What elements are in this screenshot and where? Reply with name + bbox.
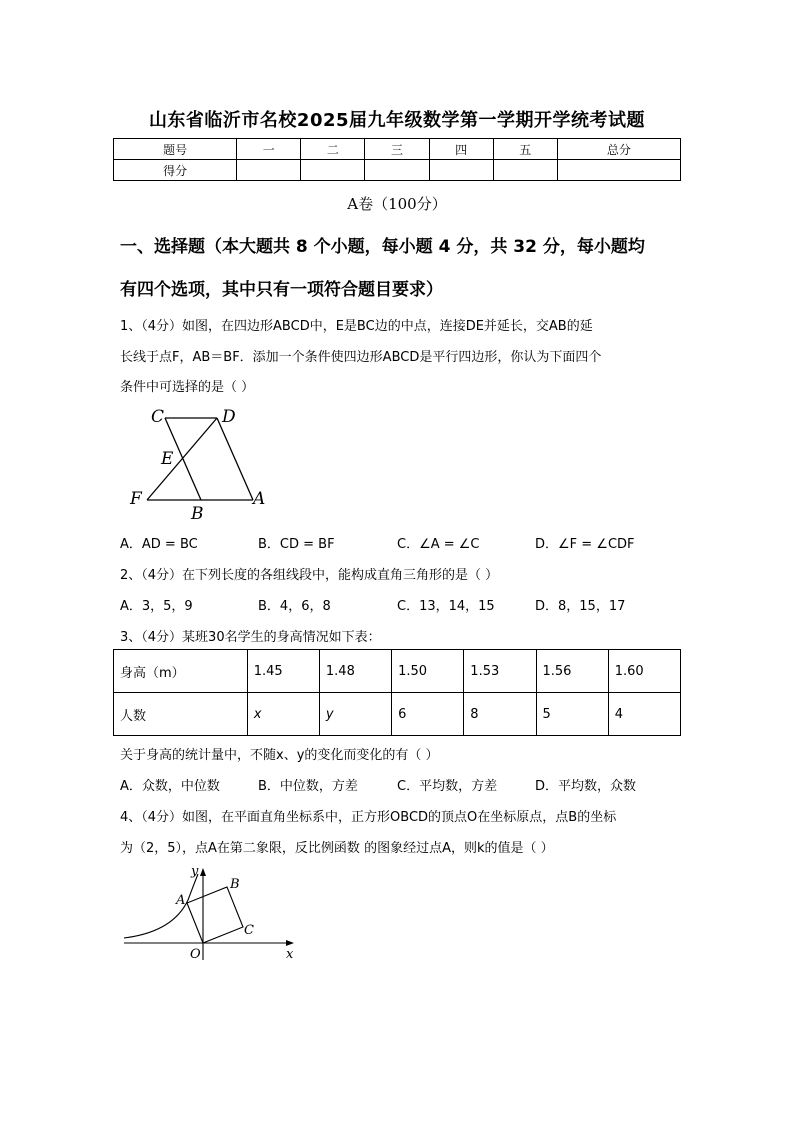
q2-option-b: B．4，6，8 xyxy=(258,599,331,614)
q2-option-a: A．3，5，9 xyxy=(120,599,193,614)
q3-cell: 1.56 xyxy=(536,650,608,693)
q3-cell: 1.48 xyxy=(319,650,391,693)
score-header-cell: 题号 xyxy=(114,139,237,160)
score-header-cell: 四 xyxy=(429,139,493,160)
q1-figure xyxy=(125,400,275,525)
q3-table-row-count xyxy=(114,693,681,736)
q4-y-arrow xyxy=(200,868,206,876)
q4-label-c: C xyxy=(244,923,254,938)
q1-text-line2: 长线于点F，AB＝BF．添加一个条件使四边形ABCD是平行四边形，你认为下面四个 xyxy=(120,350,602,365)
q3-cell: 1.53 xyxy=(464,650,536,693)
q1-label-c: C xyxy=(151,407,165,427)
q4-text-line2: 为（2，5），点A在第二象限，反比例函数 的图象经过点A，则k的值是（ ） xyxy=(120,841,554,856)
q3-option-a: A．众数，中位数 xyxy=(120,779,220,794)
q1-label-d: D xyxy=(222,407,236,427)
score-header-cell: 总分 xyxy=(557,139,680,160)
q3-cell: 6 xyxy=(392,693,464,736)
q3-cell: 身高（m） xyxy=(114,650,248,693)
score-header-cell: 二 xyxy=(301,139,365,160)
q3-cell: 1.60 xyxy=(608,650,680,693)
q1-label-b: B xyxy=(191,504,204,524)
q3-cell: 8 xyxy=(464,693,536,736)
q1-label-e: E xyxy=(161,449,174,469)
score-cell xyxy=(365,160,429,181)
q3-text2: 关于身高的统计量中，不随x、y的变化而变化的有（ ） xyxy=(120,748,439,763)
q1-text-line3: 条件中可选择的是（ ） xyxy=(120,380,255,395)
q2-text: 2、（4分）在下列长度的各组线段中，能构成直角三角形的是（ ） xyxy=(120,568,499,583)
exam-title: 山东省临沂市名校2025届九年级数学第一学期开学统考试题 xyxy=(148,110,646,131)
q2-option-d: D．8，15，17 xyxy=(535,599,626,614)
score-cell xyxy=(301,160,365,181)
q3-cell-x: x xyxy=(247,693,319,736)
score-header-cell: 五 xyxy=(493,139,557,160)
q4-label-b: B xyxy=(230,877,240,892)
score-table xyxy=(113,138,681,181)
q3-cell: 人数 xyxy=(114,693,248,736)
q3-option-b: B．中位数，方差 xyxy=(258,779,358,794)
q1-option-a: A．AD = BC xyxy=(120,537,198,552)
q3-option-d: D．平均数，众数 xyxy=(535,779,637,794)
q4-text-line1: 4、（4分）如图，在平面直角坐标系中，正方形OBCD的顶点O在坐标原点，点B的坐标 xyxy=(120,810,617,825)
score-cell xyxy=(237,160,301,181)
score-cell xyxy=(429,160,493,181)
q3-table-row-height xyxy=(114,650,681,693)
q3-cell: 1.50 xyxy=(392,650,464,693)
q4-label-a: A xyxy=(176,893,186,908)
section1-heading-line1: 一、选择题（本大题共 8 个小题，每小题 4 分，共 32 分，每小题均 xyxy=(120,237,645,257)
q3-height-table xyxy=(113,649,681,736)
q3-cell: 1.45 xyxy=(247,650,319,693)
q1-label-f: F xyxy=(130,489,142,509)
q1-seg-da xyxy=(217,418,253,500)
q3-cell: 5 xyxy=(536,693,608,736)
q1-option-b: B．CD = BF xyxy=(258,537,335,552)
q4-square xyxy=(187,887,243,943)
q3-option-c: C．平均数，方差 xyxy=(397,779,498,794)
q4-x-arrow xyxy=(286,940,294,946)
score-cell xyxy=(557,160,680,181)
q3-text: 3、（4分）某班30名学生的身高情况如下表： xyxy=(120,630,381,645)
q1-text-line1: 1、（4分）如图，在四边形ABCD中，E是BC边的中点，连接DE并延长，交AB的延 xyxy=(120,319,593,334)
q1-seg-fd xyxy=(147,418,217,500)
q2-option-c: C．13，14，15 xyxy=(397,599,495,614)
score-header-cell: 一 xyxy=(237,139,301,160)
score-header-cell: 三 xyxy=(365,139,429,160)
q4-label-o: O xyxy=(190,947,201,962)
q1-label-a: A xyxy=(253,489,266,509)
section1-heading-line2: 有四个选项，其中只有一项符合题目要求） xyxy=(120,280,443,300)
score-header-row xyxy=(114,139,681,160)
q4-label-x: x xyxy=(286,947,294,962)
q4-figure xyxy=(118,860,303,965)
score-row-label: 得分 xyxy=(114,160,237,181)
q4-hyperbola-curve xyxy=(124,874,198,938)
score-value-row xyxy=(114,160,681,181)
q3-cell-y: y xyxy=(319,693,391,736)
q4-label-y: y xyxy=(191,864,199,879)
score-cell xyxy=(493,160,557,181)
q1-option-c: C．∠A = ∠C xyxy=(397,537,480,552)
section-a-heading: A卷（100分） xyxy=(347,195,447,213)
q3-cell: 4 xyxy=(608,693,680,736)
q1-option-d: D．∠F = ∠CDF xyxy=(535,537,635,552)
